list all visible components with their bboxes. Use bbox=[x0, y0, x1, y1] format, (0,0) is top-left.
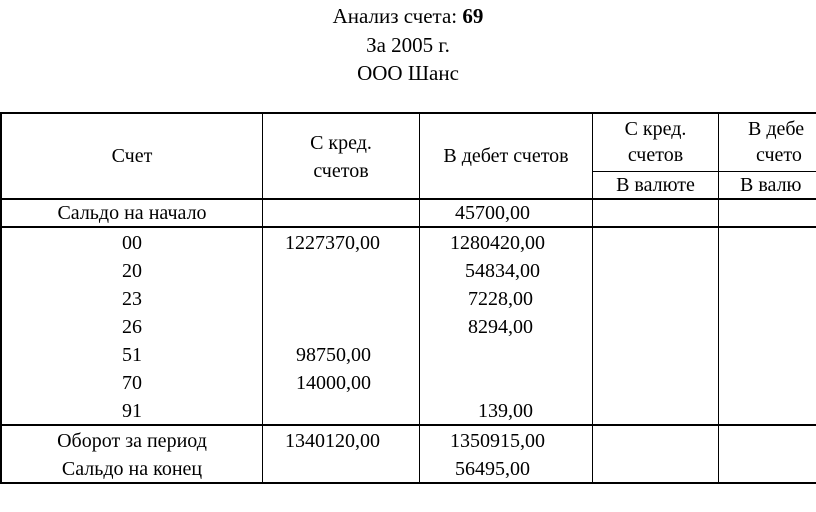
closing-debit: 56495,00 bbox=[455, 458, 530, 480]
header-credit-currency-line1: С кред. bbox=[624, 118, 687, 140]
row-account: 00 bbox=[122, 232, 142, 254]
closing-label: Сальдо на конец bbox=[61, 458, 203, 480]
row-credit: 1227370,00 bbox=[285, 232, 380, 254]
row-account: 70 bbox=[122, 372, 142, 394]
row-account: 26 bbox=[122, 316, 142, 338]
turnover-credit: 1340120,00 bbox=[285, 430, 380, 452]
account-number: 69 bbox=[462, 4, 484, 28]
column-divider-4 bbox=[718, 112, 719, 484]
company-name: ООО Шанс bbox=[357, 61, 459, 85]
opening-debit: 45700,00 bbox=[455, 202, 530, 224]
row-account: 20 bbox=[122, 260, 142, 282]
row-account: 51 bbox=[122, 344, 142, 366]
turnover-debit: 1350915,00 bbox=[450, 430, 545, 452]
header-credit-line2: счетов bbox=[313, 160, 369, 182]
turnover-label: Оборот за период bbox=[57, 430, 207, 452]
row-account: 91 bbox=[122, 400, 142, 422]
row-debit: 54834,00 bbox=[465, 260, 540, 282]
report-period: За 2005 г. bbox=[366, 33, 450, 57]
row-debit: 139,00 bbox=[478, 400, 533, 422]
header-debit-currency-line1: В дебе bbox=[748, 118, 805, 140]
table-border-top bbox=[0, 112, 816, 114]
header-debit-currency-line2: счето bbox=[756, 144, 802, 166]
row-debit: 8294,00 bbox=[468, 316, 533, 338]
subheader-in-currency-2: В валю bbox=[740, 174, 802, 196]
row-account: 23 bbox=[122, 288, 142, 310]
opening-label: Сальдо на начало bbox=[57, 202, 207, 224]
title-prefix: Анализ счета: bbox=[332, 4, 458, 28]
header-credit-line1: С кред. bbox=[310, 132, 372, 154]
header-credit-currency-line2: счетов bbox=[627, 144, 684, 166]
row-debit: 7228,00 bbox=[468, 288, 533, 310]
subheader-in-currency: В валюте bbox=[616, 174, 695, 196]
row-credit: 98750,00 bbox=[296, 344, 371, 366]
header-debit: В дебет счетов bbox=[443, 145, 569, 167]
row-debit: 1280420,00 bbox=[450, 232, 545, 254]
row-credit: 14000,00 bbox=[296, 372, 371, 394]
header-account: Счет bbox=[111, 145, 153, 167]
